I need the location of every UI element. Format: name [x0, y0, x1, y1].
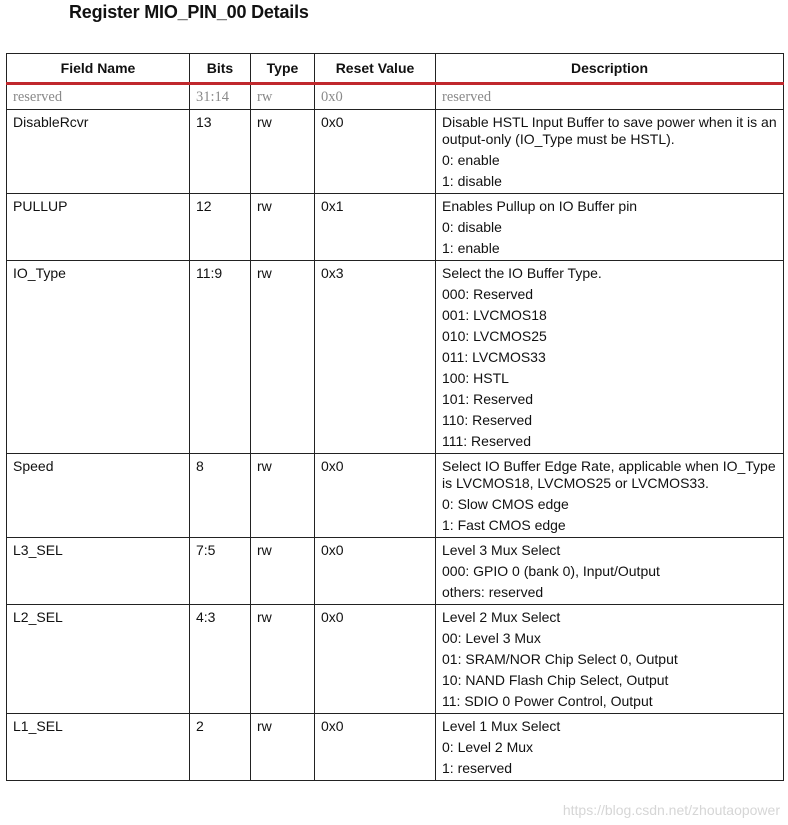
page-title: Register MIO_PIN_00 Details [69, 2, 309, 22]
description-line: Level 3 Mux Select [442, 542, 561, 558]
table-header-row [7, 54, 784, 84]
description-line: Select IO Buffer Edge Rate, applicable when IO_Type is LVCMOS18, LVCMOS25 or LVCMOS33. [442, 458, 776, 491]
description-line: Level 1 Mux Select [442, 718, 561, 734]
register-table [6, 53, 784, 781]
table-row [7, 605, 784, 714]
description-line: 011: LVCMOS33 [442, 349, 546, 365]
reset-value-cell: 0x0 [315, 605, 436, 714]
field-name-cell: L2_SEL [7, 605, 190, 714]
description-cell [436, 538, 784, 605]
description-line: Disable HSTL Input Buffer to save power when it is an output-only (IO_Type must be HSTL). [442, 114, 777, 147]
header-bits: Bits [190, 54, 251, 84]
header-field-name: Field Name [7, 54, 190, 84]
field-name-cell: DisableRcvr [7, 110, 190, 194]
reset-value-cell: 0x0 [315, 454, 436, 538]
description-cell [436, 110, 784, 194]
bits-cell: 11:9 [190, 261, 251, 454]
description-line: 00: Level 3 Mux [442, 630, 541, 646]
watermark: https://blog.csdn.net/zhoutaopower [562, 802, 780, 818]
bits-cell: 13 [190, 110, 251, 194]
description-line: reserved [442, 89, 492, 105]
description-line: 01: SRAM/NOR Chip Select 0, Output [442, 651, 678, 667]
description-line: 101: Reserved [442, 391, 534, 407]
type-cell: rw [251, 84, 315, 110]
table-row [7, 538, 784, 605]
description-line: 010: LVCMOS25 [442, 328, 547, 344]
description-line: 0: Level 2 Mux [442, 739, 534, 755]
reset-value-cell: 0x0 [315, 110, 436, 194]
description-line: 0: disable [442, 219, 502, 235]
description-cell [436, 605, 784, 714]
bits-cell: 31:14 [190, 84, 251, 110]
table-row [7, 714, 784, 781]
description-line: 000: GPIO 0 (bank 0), Input/Output [442, 563, 660, 579]
type-cell: rw [251, 714, 315, 781]
reset-value-cell: 0x1 [315, 194, 436, 261]
description-line: 10: NAND Flash Chip Select, Output [442, 672, 669, 688]
table-row [7, 110, 784, 194]
type-cell: rw [251, 110, 315, 194]
table-row [7, 194, 784, 261]
header-reset-value: Reset Value [315, 54, 436, 84]
description-line: 0: enable [442, 152, 500, 168]
description-line: 100: HSTL [442, 370, 509, 386]
description-cell [436, 194, 784, 261]
bits-cell: 4:3 [190, 605, 251, 714]
field-name-cell: IO_Type [7, 261, 190, 454]
description-line: 1: reserved [442, 760, 513, 776]
description-line: 1: disable [442, 173, 502, 189]
bits-cell: 8 [190, 454, 251, 538]
description-line: 000: Reserved [442, 286, 534, 302]
type-cell: rw [251, 261, 315, 454]
description-line: 001: LVCMOS18 [442, 307, 547, 323]
header-description: Description [436, 54, 784, 84]
field-name-cell: L3_SEL [7, 538, 190, 605]
description-cell [436, 714, 784, 781]
description-line: 1: Fast CMOS edge [442, 517, 566, 533]
description-line: Enables Pullup on IO Buffer pin [442, 198, 638, 214]
description-line: 111: Reserved [442, 433, 531, 449]
description-line: Select the IO Buffer Type. [442, 265, 602, 281]
bits-cell: 7:5 [190, 538, 251, 605]
reset-value-cell: 0x0 [315, 714, 436, 781]
reset-value-cell: 0x0 [315, 84, 436, 110]
field-name-cell: L1_SEL [7, 714, 190, 781]
header-type: Type [251, 54, 315, 84]
description-line: 110: Reserved [442, 412, 533, 428]
description-line: 0: Slow CMOS edge [442, 496, 569, 512]
description-line: 11: SDIO 0 Power Control, Output [442, 693, 653, 709]
field-name-cell: reserved [7, 84, 190, 110]
description-cell [436, 261, 784, 454]
field-name-cell: Speed [7, 454, 190, 538]
table-row [7, 454, 784, 538]
type-cell: rw [251, 538, 315, 605]
type-cell: rw [251, 194, 315, 261]
table-row [7, 261, 784, 454]
type-cell: rw [251, 605, 315, 714]
description-line: 1: enable [442, 240, 500, 256]
description-line: others: reserved [442, 584, 544, 600]
reset-value-cell: 0x0 [315, 538, 436, 605]
description-cell [436, 84, 784, 110]
description-line: Level 2 Mux Select [442, 609, 561, 625]
field-name-cell: PULLUP [7, 194, 190, 261]
reset-value-cell: 0x3 [315, 261, 436, 454]
type-cell: rw [251, 454, 315, 538]
bits-cell: 2 [190, 714, 251, 781]
description-cell [436, 454, 784, 538]
table-body [7, 84, 784, 781]
bits-cell: 12 [190, 194, 251, 261]
table-row [7, 84, 784, 110]
